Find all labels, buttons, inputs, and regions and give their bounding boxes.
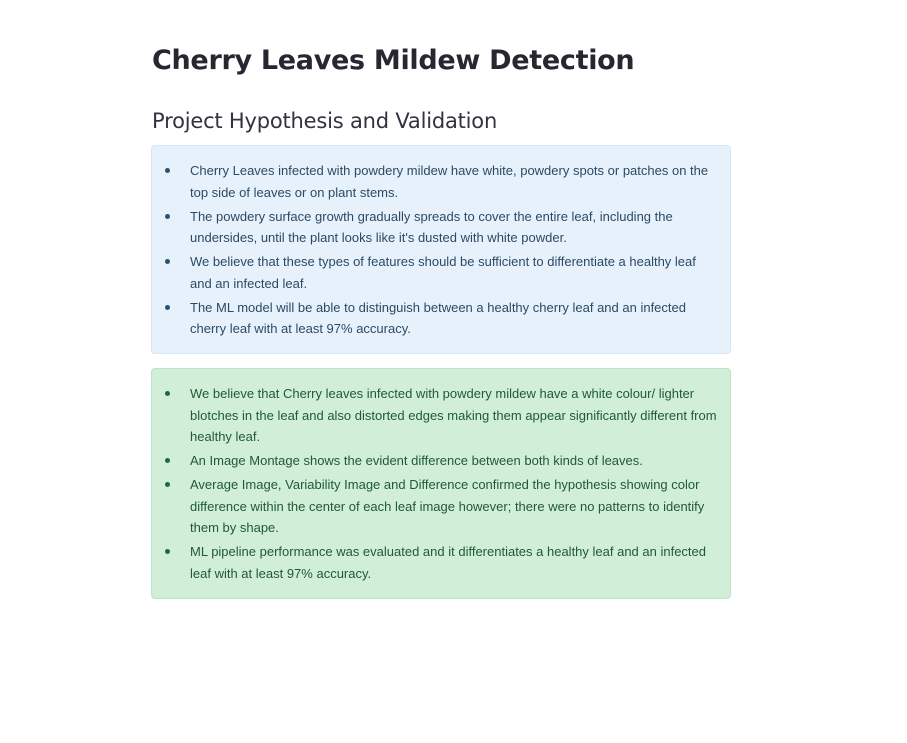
page-title: Cherry Leaves Mildew Detection (152, 45, 635, 76)
list-item-text: We believe that Cherry leaves infected with powdery mildew have a white colour/ lighter blotches in the leaf and also distorted edges making them appear significantly different from healthy leaf. (190, 386, 717, 444)
list-item (164, 297, 718, 340)
list-item (164, 450, 718, 472)
bullet-icon (165, 259, 170, 264)
section-title: Project Hypothesis and Validation (152, 109, 498, 133)
list-item (164, 206, 718, 249)
list-item (164, 541, 718, 584)
bullet-icon (165, 168, 170, 173)
list-item-text: An Image Montage shows the evident difference between both kinds of leaves. (190, 453, 643, 468)
bullet-icon (165, 549, 170, 554)
bullet-icon (165, 458, 170, 463)
list-item-text: Cherry Leaves infected with powdery mildew have white, powdery spots or patches on the top side of leaves or on plant stems. (190, 163, 709, 200)
list-item-text: The ML model will be able to distinguish between a healthy cherry leaf and an infected cherry leaf with at least 97% accuracy. (190, 299, 686, 336)
bullet-icon (165, 214, 170, 219)
bullet-icon (165, 305, 170, 310)
list-item (164, 383, 718, 448)
hypothesis-info-box (151, 145, 731, 354)
list-item-text: ML pipeline performance was evaluated and it differentiates a healthy leaf and an infected leaf with at least 97% accuracy. (190, 544, 707, 581)
list-item (164, 474, 718, 539)
list-item-text: Average Image, Variability Image and Difference confirmed the hypothesis showing color difference within the center of each leaf image however; there were no patterns to identify them by shape. (190, 477, 705, 535)
validation-success-box (151, 368, 731, 599)
bullet-icon (165, 482, 170, 487)
list-item-text: We believe that these types of features should be sufficient to differentiate a healthy leaf and an infected leaf. (190, 254, 696, 291)
list-item (164, 251, 718, 294)
list-item-text: The powdery surface growth gradually spreads to cover the entire leaf, including the undersides, until the plant looks like it's dusted with white powder. (190, 208, 673, 245)
validation-list (164, 383, 718, 584)
hypothesis-list (164, 160, 718, 340)
bullet-icon (165, 391, 170, 396)
list-item (164, 160, 718, 203)
